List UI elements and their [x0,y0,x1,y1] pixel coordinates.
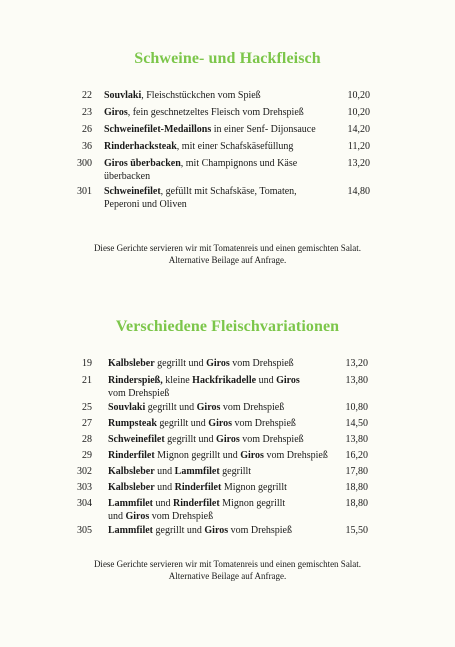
dish-name: Kalbsleber [108,358,155,369]
dish-text: , mit Champignons und Käse [180,158,298,169]
dish-text: gegrillt und [145,402,197,413]
description-line [108,465,348,478]
dish-text: gegrillt [219,466,252,477]
item-number: 25 [82,402,92,413]
dish-name: Giros überbacken [104,158,181,169]
dish-name: Rinderhacksteak [104,141,177,152]
description-line [104,140,344,153]
section-title-pork: Schweine- und Hackfleisch [134,50,321,67]
item-description [108,497,348,523]
item-description [104,140,344,153]
dish-name: Rumpsteak [108,418,157,429]
dish-name: Giros [240,450,264,461]
dish-name: Schweinefilet [104,186,161,197]
dish-name: Giros [206,358,230,369]
dish-text: vom Drehspieß [232,418,296,429]
dish-name: Giros [216,434,240,445]
dish-text: , fein geschnetzeltes Fleisch vom Drehspieß [127,107,304,118]
item-description [104,106,344,119]
item-number: 22 [82,90,92,101]
item-price: 14,80 [347,186,370,197]
item-description [108,401,348,414]
description-line [104,157,344,170]
item-price: 18,80 [345,498,368,509]
item-number: 36 [82,141,92,152]
description-line [108,497,348,510]
dish-name: Kalbsleber [108,466,155,477]
item-price: 13,80 [345,375,368,386]
item-price: 15,50 [345,525,368,536]
item-number: 303 [77,482,92,493]
description-line [108,481,348,494]
item-description [104,185,344,211]
description-line [108,374,348,387]
item-number: 300 [77,158,92,169]
dish-text: gegrillt und [164,434,217,445]
description-line [104,106,344,119]
description-line: Peperoni und Oliven [104,199,187,210]
item-description [108,481,348,494]
item-number: 305 [77,525,92,536]
dish-text: vom Drehspieß [220,402,285,413]
dish-name: Giros [196,402,221,413]
side-dish-note-pork [0,242,455,266]
dish-text: vom Drehspieß [263,450,328,461]
dish-text: , gefüllt mit Schafskäse, Tomaten, [160,186,297,197]
item-number: 21 [82,375,92,386]
dish-text: vom Drehspieß [228,525,292,536]
dish-text: , mit einer Schafskäsefüllung [176,141,294,152]
item-price: 16,20 [345,450,368,461]
item-number: 23 [82,107,92,118]
dish-name: Rinderfilet [108,450,155,461]
dish-name: Giros [125,511,150,522]
dish-text: und [154,466,175,477]
item-description [108,465,348,478]
description-line [108,524,348,537]
item-number: 304 [77,498,92,509]
note-line: Alternative Beilage auf Anfrage. [168,255,287,265]
item-price: 11,20 [347,141,370,152]
dish-text: Mignon gegrillt [219,498,286,509]
item-price: 14,20 [347,124,370,135]
item-description [108,449,348,462]
item-description [104,157,344,183]
dish-text: Mignon gegrillt [221,482,287,493]
dish-text: Mignon gegrillt und [154,450,241,461]
dish-text: gegrillt und [156,418,209,429]
description-line [108,510,348,523]
dish-text: gegrillt und [154,358,207,369]
item-price: 17,80 [345,466,368,477]
item-number: 29 [82,450,92,461]
item-price: 18,80 [345,482,368,493]
item-number: 27 [82,418,92,429]
note-line: Diese Gerichte servieren wir mit Tomatenreis und einen gemischten Salat. [93,243,362,253]
description-line: überbacken [104,171,151,182]
dish-name: Lammfilet [108,525,153,536]
note-line: Diese Gerichte servieren wir mit Tomatenreis und einen gemischten Salat. [93,559,362,569]
dish-name: Giros [276,375,300,386]
item-price: 10,20 [347,90,370,101]
item-number: 19 [82,358,92,369]
dish-name: Rinderspieß, [108,375,163,386]
item-number: 28 [82,434,92,445]
item-description [108,433,348,446]
item-description [104,89,344,102]
dish-name: Giros [104,107,128,118]
dish-text: und [153,498,173,509]
description-line [104,89,344,102]
item-price: 10,80 [345,402,368,413]
item-price: 13,20 [345,358,368,369]
dish-text: vom Drehspieß [149,511,214,522]
item-description [108,357,348,370]
dish-text: und [256,375,277,386]
description-line: vom Drehspieß [108,388,170,399]
dish-text: kleine [162,375,193,386]
dish-text: vom Drehspieß [239,434,304,445]
dish-text: vom Drehspieß [229,358,294,369]
item-price: 13,80 [345,434,368,445]
dish-name: Souvlaki [108,402,146,413]
item-price: 14,50 [345,418,368,429]
description-line [108,417,348,430]
section-title-variations: Verschiedene Fleischvariationen [115,318,340,335]
item-price: 13,20 [347,158,370,169]
dish-text: , Fleischstückchen vom Spieß [141,90,261,101]
dish-name: Schweinefilet [108,434,165,445]
dish-name: Giros [204,525,229,536]
item-price: 10,20 [347,107,370,118]
dish-name: Giros [208,418,233,429]
dish-name: Kalbsleber [108,482,155,493]
item-number: 26 [82,124,92,135]
dish-name: Schweinefilet-Medaillons [104,124,212,135]
side-dish-note-variations [0,558,455,582]
item-number: 302 [77,466,92,477]
dish-text: gegrillt und [153,525,205,536]
dish-name: Hackfrikadelle [192,375,257,386]
dish-name: Rinderfilet [174,482,222,493]
dish-text: in einer Senf- Dijonsauce [211,124,316,135]
dish-text: und [154,482,175,493]
description-line [108,433,348,446]
dish-name: Souvlaki [104,90,142,101]
description-line [104,123,344,136]
dish-name: Rinderfilet [173,498,220,509]
item-description [108,524,348,537]
item-description [104,123,344,136]
dish-name: Lammfilet [174,466,220,477]
description-line [104,185,344,198]
note-line: Alternative Beilage auf Anfrage. [168,571,287,581]
description-line [108,357,348,370]
item-number: 301 [77,186,92,197]
dish-text: und [108,511,126,522]
description-line [108,449,348,462]
description-line [108,401,348,414]
item-description [108,417,348,430]
dish-name: Lammfilet [108,498,153,509]
item-description [108,374,348,400]
